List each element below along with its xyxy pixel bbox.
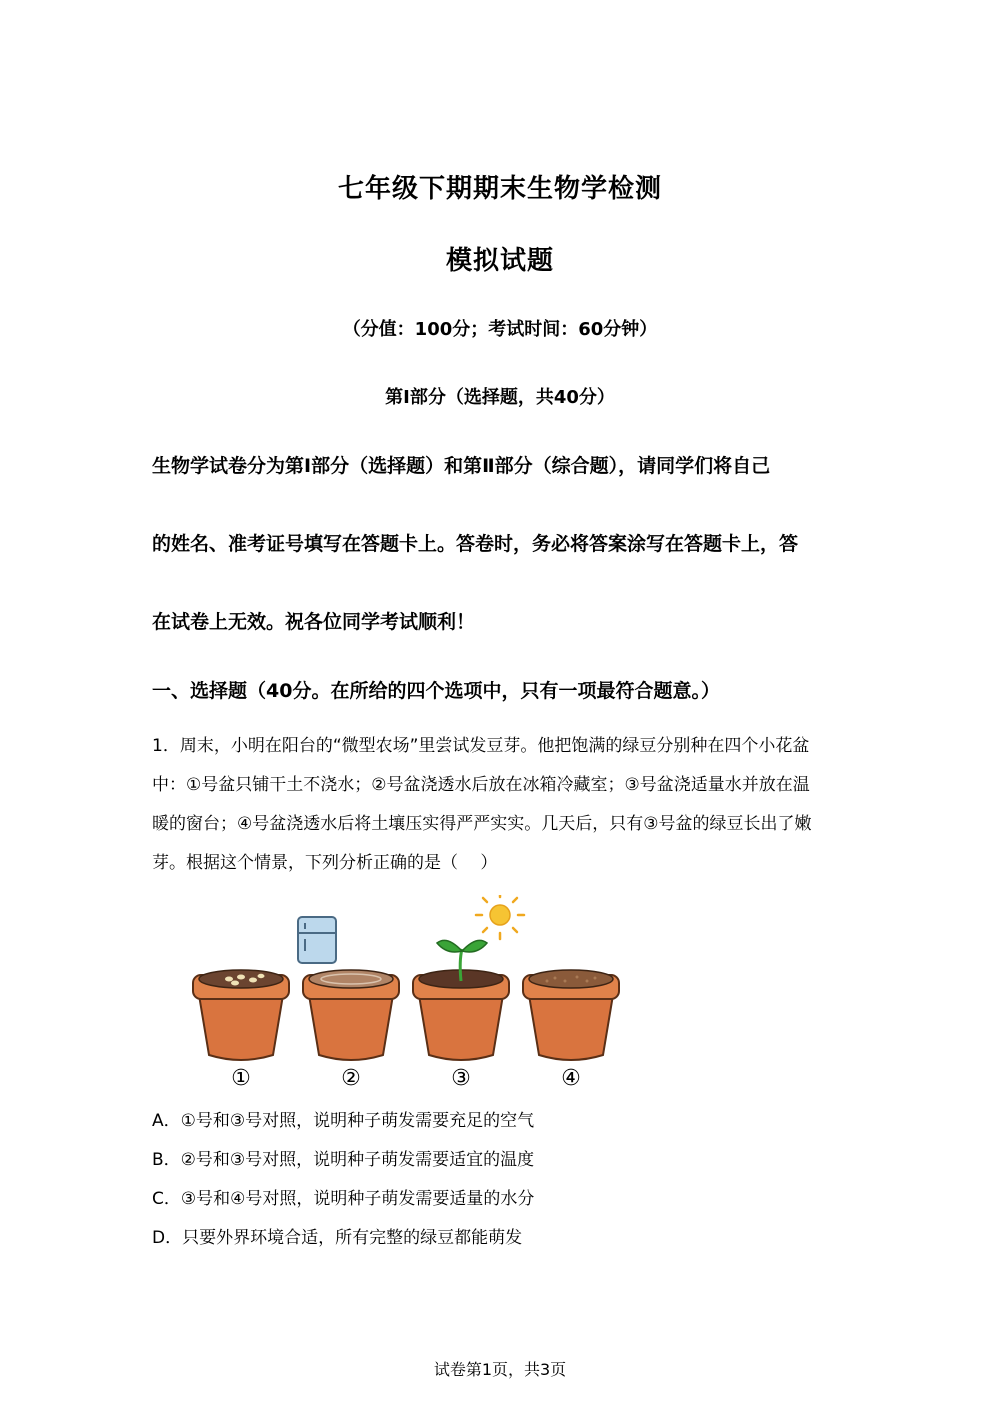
pot-label-1: ① [231, 1066, 251, 1091]
section-title: 一、选择题（40分。在所给的四个选项中，只有一项最符合题意。） [152, 680, 720, 702]
exam-title-line1: 七年级下期期末生物学检测 [337, 174, 662, 204]
pot-2 [303, 970, 399, 1060]
option-d: D．只要外界环境合适，所有完整的绿豆都能萌发 [152, 1228, 523, 1248]
instruction-line-2: 的姓名、准考证号填写在答题卡上。答卷时，务必将答案涂写在答题卡上，答 [152, 533, 799, 555]
sun-icon [476, 895, 524, 939]
page-footer: 试卷第1页，共3页 [433, 1360, 567, 1379]
exam-meta: （分值：100分；考试时间：60分钟） [342, 319, 658, 340]
fridge-icon [298, 917, 336, 963]
instruction-line-1: 生物学试卷分为第Ⅰ部分（选择题）和第Ⅱ部分（综合题），请同学们将自己 [152, 455, 771, 477]
option-c: C．③号和④号对照，说明种子萌发需要适量的水分 [152, 1189, 535, 1209]
instruction-line-3: 在试卷上无效。祝各位同学考试顺利！ [152, 611, 476, 633]
pot-3 [413, 940, 509, 1060]
option-a: A．①号和③号对照，说明种子萌发需要充足的空气 [152, 1111, 535, 1131]
pots-illustration [185, 895, 625, 1095]
pot-label-2: ② [341, 1066, 361, 1091]
pot-1 [193, 970, 289, 1060]
question-line: 暖的窗台；④号盆浇透水后将土壤压实得严严实实。几天后，只有③号盆的绿豆长出了嫩 [152, 814, 812, 834]
question-line: 中：①号盆只铺干土不浇水；②号盆浇透水后放在冰箱冷藏室；③号盆浇适量水并放在温 [152, 775, 810, 795]
pot-label-4: ④ [561, 1066, 581, 1091]
part-heading: 第Ⅰ部分（选择题，共40分） [385, 387, 615, 408]
exam-title-line2: 模拟试题 [445, 246, 554, 276]
question-line: 1．周末，小明在阳台的“微型农场”里尝试发豆芽。他把饱满的绿豆分别种在四个小花盆 [152, 736, 810, 756]
pot-4 [523, 970, 619, 1060]
question-line: 芽。根据这个情景，下列分析正确的是（ ） [152, 853, 498, 873]
option-b: B．②号和③号对照，说明种子萌发需要适宜的温度 [152, 1150, 535, 1170]
pot-label-3: ③ [451, 1066, 471, 1091]
